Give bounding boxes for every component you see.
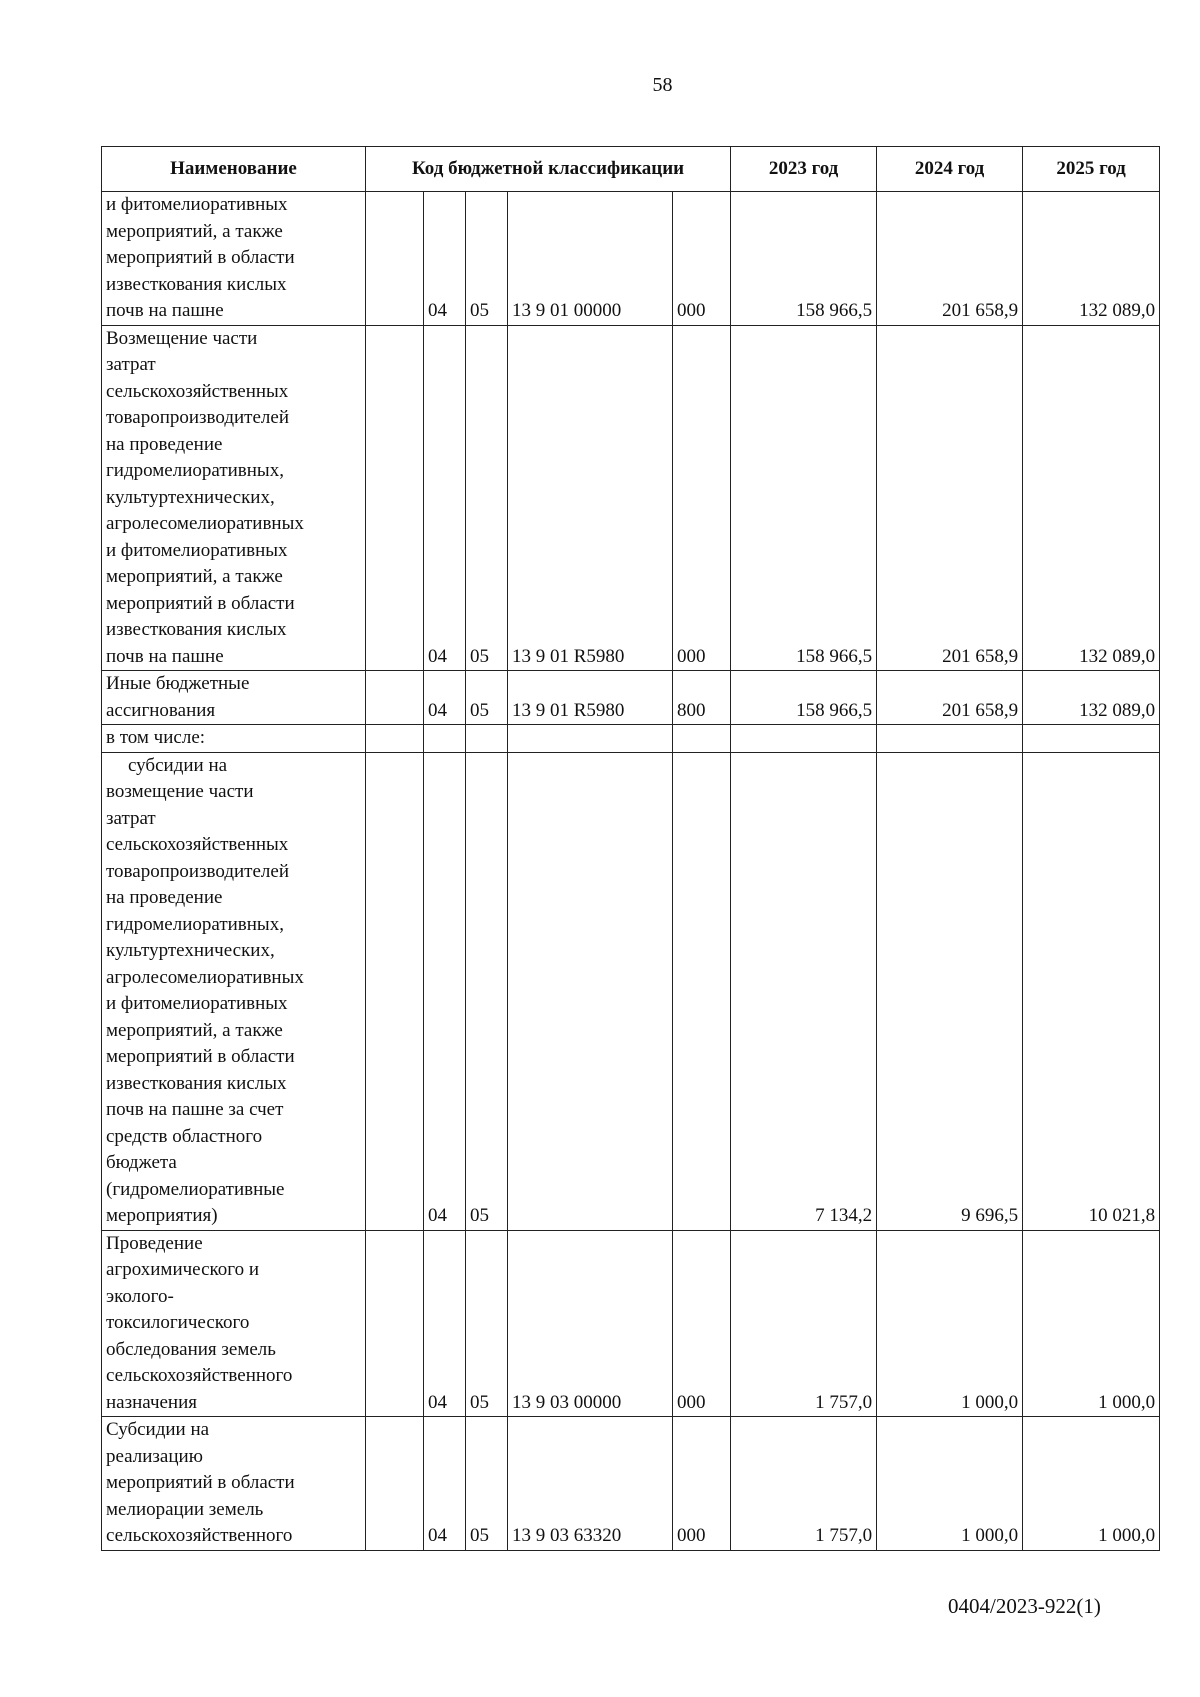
code-section: 04 xyxy=(424,752,466,1230)
code-empty xyxy=(366,752,424,1230)
code-subsection: 05 xyxy=(466,1417,508,1551)
code-target-article: 13 9 03 63320 xyxy=(508,1417,673,1551)
code-target-article: 13 9 03 00000 xyxy=(508,1230,673,1417)
value-2024: 9 696,5 xyxy=(877,752,1023,1230)
code-section: 04 xyxy=(424,1230,466,1417)
code-target-article: 13 9 01 R5980 xyxy=(508,671,673,725)
value-2025: 1 000,0 xyxy=(1023,1417,1160,1551)
value-2023: 158 966,5 xyxy=(731,192,877,326)
code-target-article: 13 9 01 R5980 xyxy=(508,325,673,671)
value-2024: 1 000,0 xyxy=(877,1417,1023,1551)
code-section xyxy=(424,725,466,753)
code-section: 04 xyxy=(424,1417,466,1551)
header-name: Наименование xyxy=(102,147,366,192)
code-empty xyxy=(366,671,424,725)
table-row xyxy=(102,752,1160,1230)
value-2023: 1 757,0 xyxy=(731,1417,877,1551)
value-2023: 158 966,5 xyxy=(731,671,877,725)
code-empty xyxy=(366,725,424,753)
value-2023: 1 757,0 xyxy=(731,1230,877,1417)
code-subsection: 05 xyxy=(466,325,508,671)
row-name: Иные бюджетные ассигнования xyxy=(102,671,366,725)
code-section: 04 xyxy=(424,192,466,326)
code-empty xyxy=(366,325,424,671)
value-2024: 201 658,9 xyxy=(877,325,1023,671)
table-header-row xyxy=(102,147,1160,192)
code-empty xyxy=(366,1230,424,1417)
code-target-article xyxy=(508,752,673,1230)
header-2023: 2023 год xyxy=(731,147,877,192)
value-2023: 7 134,2 xyxy=(731,752,877,1230)
code-expense-type: 000 xyxy=(673,325,731,671)
document-id: 0404/2023-922(1) xyxy=(948,1594,1101,1618)
code-subsection xyxy=(466,725,508,753)
row-name: Субсидии на реализацию мероприятий в области мелиорации земель сельскохозяйственного xyxy=(102,1417,366,1551)
code-target-article: 13 9 01 00000 xyxy=(508,192,673,326)
table-row xyxy=(102,671,1160,725)
value-2025: 10 021,8 xyxy=(1023,752,1160,1230)
value-2025: 132 089,0 xyxy=(1023,671,1160,725)
value-2024: 201 658,9 xyxy=(877,192,1023,326)
table-row xyxy=(102,1417,1160,1551)
value-2025: 1 000,0 xyxy=(1023,1230,1160,1417)
code-expense-type: 000 xyxy=(673,1230,731,1417)
value-2023 xyxy=(731,725,877,753)
code-expense-type: 800 xyxy=(673,671,731,725)
header-code: Код бюджетной классификации xyxy=(366,147,731,192)
value-2025: 132 089,0 xyxy=(1023,325,1160,671)
code-expense-type xyxy=(673,725,731,753)
code-expense-type: 000 xyxy=(673,192,731,326)
code-expense-type: 000 xyxy=(673,1417,731,1551)
page-number: 58 xyxy=(652,74,673,96)
code-expense-type xyxy=(673,752,731,1230)
code-empty xyxy=(366,1417,424,1551)
code-subsection: 05 xyxy=(466,671,508,725)
table-row xyxy=(102,1230,1160,1417)
row-name: Возмещение части затрат сельскохозяйственных товаропроизводителей на проведение гидромелиоративных, культуртехнических, агролесомелиоративных и фитомелиоративных мероприятий, а также мероприятий в области известкования кислых почв на пашне xyxy=(102,325,366,671)
row-name: в том числе: xyxy=(102,725,366,753)
code-subsection: 05 xyxy=(466,1230,508,1417)
code-empty xyxy=(366,192,424,326)
header-2025: 2025 год xyxy=(1023,147,1160,192)
code-subsection: 05 xyxy=(466,752,508,1230)
value-2025 xyxy=(1023,725,1160,753)
value-2024 xyxy=(877,725,1023,753)
code-section: 04 xyxy=(424,325,466,671)
budget-table xyxy=(101,146,1160,1551)
value-2024: 201 658,9 xyxy=(877,671,1023,725)
row-name: Проведение агрохимического и эколого- токсилогического обследования земель сельскохозяйственного назначения xyxy=(102,1230,366,1417)
value-2024: 1 000,0 xyxy=(877,1230,1023,1417)
row-name: субсидии на возмещение части затрат сельскохозяйственных товаропроизводителей на проведение гидромелиоративных, культуртехнических, агролесомелиоративных и фитомелиоративных мероприятий, а также мероприятий в области известкования кислых почв на пашне за счет средств областного бюджета (гидромелиоративные мероприятия) xyxy=(102,752,366,1230)
table-row xyxy=(102,325,1160,671)
value-2023: 158 966,5 xyxy=(731,325,877,671)
code-target-article xyxy=(508,725,673,753)
value-2025: 132 089,0 xyxy=(1023,192,1160,326)
table-row xyxy=(102,192,1160,326)
code-section: 04 xyxy=(424,671,466,725)
row-name: и фитомелиоративных мероприятий, а также мероприятий в области известкования кислых почв на пашне xyxy=(102,192,366,326)
header-2024: 2024 год xyxy=(877,147,1023,192)
table-row xyxy=(102,725,1160,753)
code-subsection: 05 xyxy=(466,192,508,326)
